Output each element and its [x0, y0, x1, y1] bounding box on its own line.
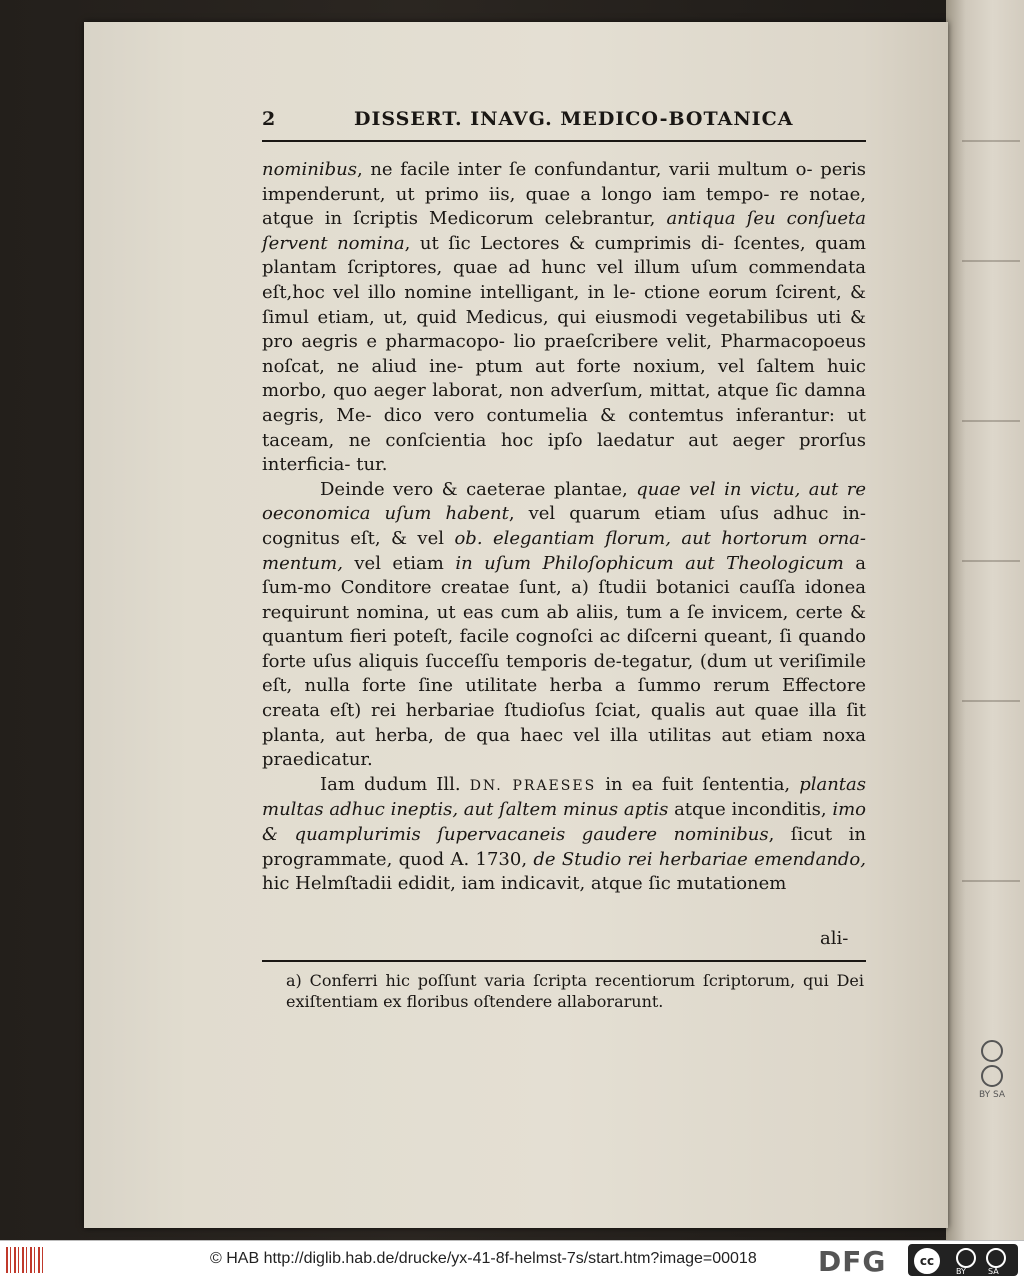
- bleed-line: [962, 560, 1020, 562]
- bleed-line: [962, 140, 1020, 142]
- bleed-line: [962, 420, 1020, 422]
- cc-sa-label: SA: [988, 1267, 999, 1276]
- main-text: [262, 158, 866, 897]
- barcode-icon: [6, 1247, 44, 1273]
- page-number: 2: [262, 108, 276, 130]
- footnote: [286, 970, 864, 1012]
- running-header: [262, 108, 862, 138]
- footnote-text: a) Conferri hic poſſunt varia ſcripta recentiorum ſcriptorum, qui Dei exiſtentiam ex floribus oſtendere allaborarunt.: [286, 971, 864, 1011]
- by-icon: [956, 1248, 976, 1268]
- bleed-line: [962, 700, 1020, 702]
- paragraph-1: nominibus, ne facile inter ſe confundantur, varii multum o- peris impenderunt, ut primo iis, quae a longo iam tempo- re notae, atque in ſcriptis Medicorum celebrantur, antiqua ſeu conſueta ſervent nomina, ut ſic Lectores & cumprimis di- ſcentes, quam plantam ſcriptores, quae ad hunc vel illum uſum commendata eſt,hoc vel illo nomine intelligant, in le- ctione eorum ſcirent, & ſimul etiam, ut, quid Medicus, qui eiusmodi vegetabilibus uti & pro aegris e pharmacopo- lio praeſcribere velit, Pharmacopoeus noſcat, ne aliud ine- ptum aut forte noxium, vel ſaltem huic morbo, quo aeger laborat, non adverſum, mittat, atque ſic damna aegris, Me- dico vero contumelia & contemtus inferantur: ut taceam, ne conſcientia hoc ipſo laedatur aut aeger prorſus interficia- tur.: [262, 159, 867, 476]
- cc-license-badge[interactable]: [908, 1244, 1018, 1276]
- sa-icon: [986, 1248, 1006, 1268]
- header-rule: [262, 140, 866, 142]
- cc-by-label: BY: [956, 1267, 966, 1276]
- paragraph-2: Deinde vero & caeterae plantae, quae vel in victu, aut re oeconomica uſum habent, vel quarum etiam uſus adhuc in-cognitus eſt, & vel ob. elegantiam florum, aut hortorum orna-mentum, vel etiam in uſum Philoſophicum aut Theologicum a ſum-mo Conditore creatae ſunt, a) ſtudii botanici cauſſa idonea requirunt nomina, ut eas cum ab aliis, tum a ſe invicem, certe & quantum fieri poteſt, facile cognoſci ac diſcerni queant, ſi quando forte uſus aliquis ſucceſſu temporis de-tegatur, (dum ut veriſimile eſt, nulla forte ſine utilitate herba a ſummo rerum Effectore creata eſt) rei herbariae ſtudioſus ſciat, qualis aut quae illa ſit planta, aut herba, de qua haec vel illa utilitas aut etiam noxa praedicatur.: [262, 478, 866, 771]
- cc-icon: cc: [914, 1248, 940, 1274]
- cc-license-stamp: BY SA: [970, 1040, 1014, 1084]
- paragraph-3: Iam dudum Ill. DN. PRAESES in ea fuit ſententia, plantas multas adhuc ineptis, aut ſaltem minus aptis atque inconditis, imo & quamplurimis ſupervacaneis gaudere nominibus, ſicut in programmate, quod A. 1730, de Studio rei herbariae emendando, hic Helmſtadii edidit, iam indicavit, atque ſic mutationem: [262, 773, 867, 895]
- viewer-footer: [0, 1240, 1024, 1279]
- source-link[interactable]: © HAB http://diglib.hab.de/drucke/yx-41-8f-helmst-7s/start.htm?image=00018: [210, 1250, 757, 1267]
- footnote-rule: [262, 960, 866, 962]
- bleed-line: [962, 880, 1020, 882]
- running-title: DISSERT. INAVG. MEDICO-BOTANICA: [354, 108, 794, 130]
- bleed-line: [962, 260, 1020, 262]
- catchword: ali-: [820, 928, 849, 949]
- dfg-logo[interactable]: DFG: [818, 1245, 887, 1278]
